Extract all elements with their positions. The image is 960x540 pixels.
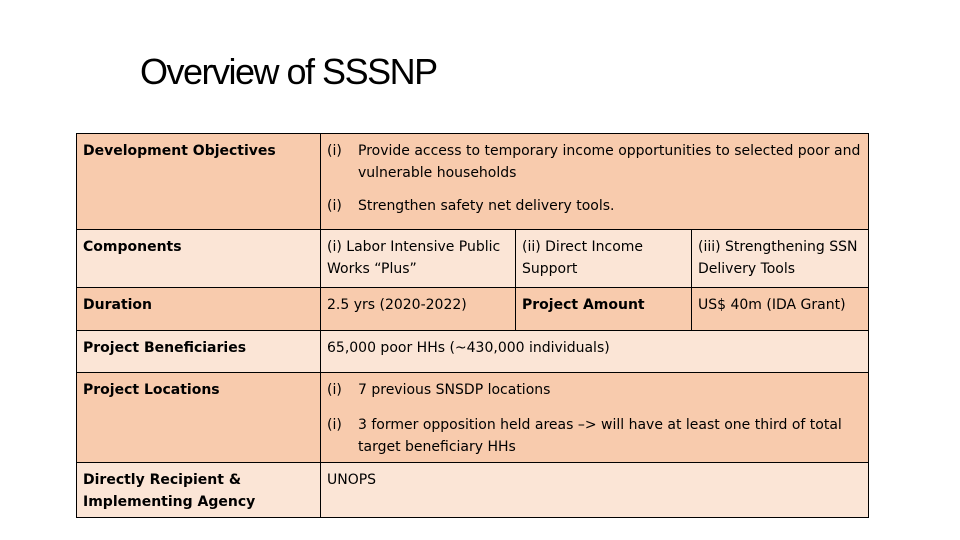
component-cell: (iii) Strengthening SSN Delivery Tools: [692, 230, 869, 288]
row-components: [77, 230, 869, 288]
label-duration: Duration: [77, 288, 321, 331]
item-number: (i): [327, 382, 342, 398]
row-implementing-agency: [77, 463, 869, 518]
slide-title: Overview of SSSNP: [140, 51, 437, 92]
location-item: [327, 379, 861, 401]
objectives-cell: [321, 134, 869, 230]
label-development-objectives: Development Objectives: [77, 134, 321, 230]
project-amount-value: US$ 40m (IDA Grant): [692, 288, 869, 331]
component-cell: (ii) Direct Income Support: [516, 230, 692, 288]
label-implementing-agency: Directly Recipient & Implementing Agency: [77, 463, 321, 518]
beneficiaries-value: 65,000 poor HHs (~430,000 individuals): [321, 331, 869, 373]
item-text: Strengthen safety net delivery tools.: [358, 198, 615, 214]
item-number: (i): [327, 417, 342, 433]
item-text: 7 previous SNSDP locations: [358, 382, 551, 398]
location-item: [327, 414, 861, 458]
label-project-beneficiaries: Project Beneficiaries: [77, 331, 321, 373]
item-text: 3 former opposition held areas –> will have at least one third of total target beneficiary HHs: [358, 417, 842, 455]
row-project-beneficiaries: [77, 331, 869, 373]
agency-value: UNOPS: [321, 463, 869, 518]
duration-value: 2.5 yrs (2020-2022): [321, 288, 516, 331]
item-number: (i): [327, 198, 342, 214]
item-text: Provide access to temporary income opportunities to selected poor and vulnerable households: [358, 143, 861, 181]
row-duration: [77, 288, 869, 331]
item-number: (i): [327, 143, 342, 159]
label-project-amount: Project Amount: [516, 288, 692, 331]
label-components: Components: [77, 230, 321, 288]
objective-item: [327, 195, 861, 217]
locations-cell: [321, 373, 869, 463]
row-development-objectives: [77, 134, 869, 230]
overview-table: [76, 133, 869, 518]
component-cell: (i) Labor Intensive Public Works “Plus”: [321, 230, 516, 288]
objective-item: [327, 140, 861, 184]
label-project-locations: Project Locations: [77, 373, 321, 463]
row-project-locations: [77, 373, 869, 463]
